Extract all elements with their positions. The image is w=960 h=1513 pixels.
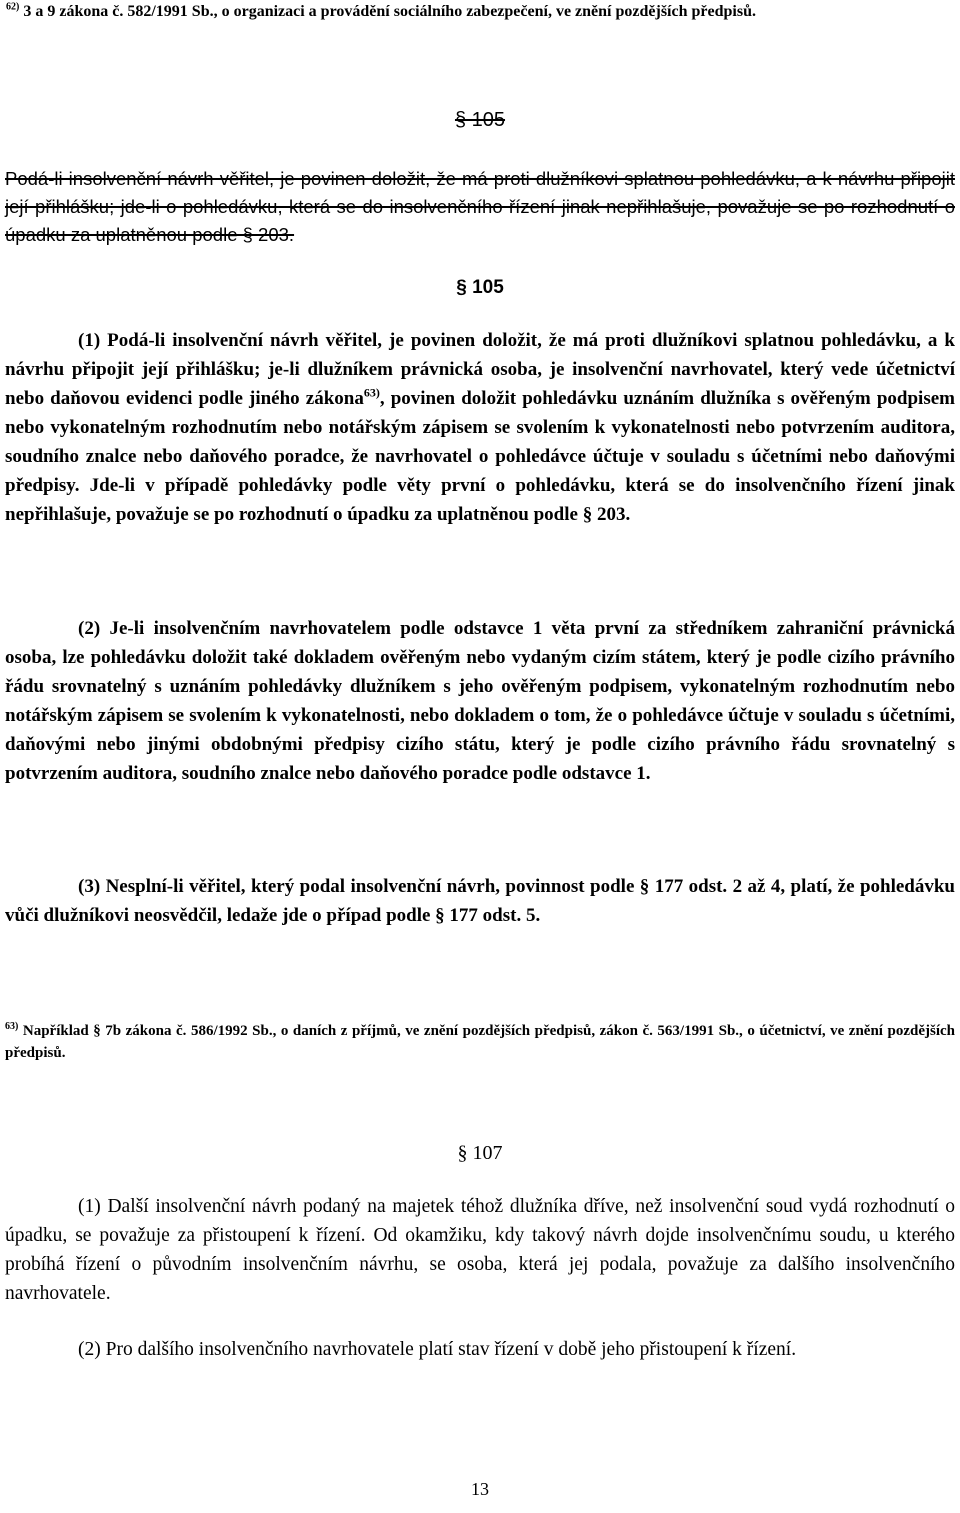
- footnote-62-mark: 62): [6, 1, 20, 13]
- footnote-63-ref: 63): [363, 385, 380, 400]
- footnote-63-text: Například § 7b zákona č. 586/1992 Sb., o daních z příjmů, ve znění pozdějších předpisů, zákon č. 563/1991 Sb., o účetnictví, ve znění pozdějších předpisů.: [5, 1023, 955, 1061]
- section-107-heading: § 107: [457, 1142, 503, 1164]
- new-section-paragraph-1: [5, 326, 955, 529]
- p3-text: (3) Nesplní-li věřitel, který podal insolvenční návrh, povinnost podle § 177 odst. 2 až 4, platí, že pohledávku vůči dlužníkovi neosvědčil, ledaže jde o případ podle § 177 odst. 5.: [5, 876, 955, 926]
- footnote-63: [5, 1020, 955, 1064]
- p1-text-after: , povinen doložit pohledávku uznáním dlužníka s ověřeným podpisem nebo vykonatelným rozhodnutím nebo notářským zápisem se svolením k vykonatelnosti nebo potvrzením auditora, soudního znalce nebo daňového poradce, že navrhovatel o pohledávce účtuje v souladu s účetními nebo daňovými předpisy. Jde-li v případě pohledávky podle věty první o pohledávku, která se do insolvenčního řízení jinak nepřihlašuje, považuje se po rozhodnutí o úpadku za uplatněnou podle § 203.: [5, 388, 955, 525]
- p1-text-before: (1) Podá-li insolvenční návrh věřitel, je povinen doložit, že má proti dlužníkovi splatnou pohledávku, a k návrhu připojit její přihlášku; je-li dlužníkem právnická osoba, je insolvenční navrhovatel, který vede účetnictví nebo daňovou evidenci podle jiného zákona: [5, 330, 955, 409]
- footnote-62: [6, 2, 956, 22]
- old-section-heading: § 105: [454, 109, 506, 131]
- footnote-62-text: 3 a 9 zákona č. 582/1991 Sb., o organizaci a provádění sociálního zabezpečení, ve znění pozdějších předpisů.: [23, 3, 756, 20]
- new-section-paragraph-2: [5, 614, 955, 788]
- new-section-paragraph-3: [5, 872, 955, 930]
- old-section-text: Podá-li insolvenční návrh věřitel, je povinen doložit, že má proti dlužníkovi splatnou pohledávku, a k návrhu připojit její přihlášku; jde-li o pohledávku, která se do insolvenčního řízení jinak nepřihlašuje, považuje se po rozhodnutí o úpadku za uplatněnou podle § 203.: [5, 168, 955, 245]
- footnote-63-mark: 63): [5, 1021, 19, 1032]
- page-number: 13: [471, 1479, 489, 1499]
- new-section-heading: § 105: [456, 277, 504, 298]
- p2-text: (2) Je-li insolvenčním navrhovatelem podle odstavce 1 věta první za středníkem zahraniční právnická osoba, lze pohledávku doložit také dokladem ověřeným nebo vydaným cizím státem, který je podle cizího právního řádu srovnatelný s uznáním pohledávky dlužníkem s jeho ověřeným podpisem, vykonatelným rozhodnutím nebo notářským zápisem se svolením k vykonatelnosti, nebo dokladem o tom, že o pohledávce účtuje v souladu s účetními, daňovými nebo jinými obdobnými předpisy cizího státu, který je podle cizího právního řádu srovnatelný s potvrzením auditora, soudního znalce nebo daňového poradce podle odstavce 1.: [5, 618, 955, 784]
- section-107-paragraph-2: [5, 1335, 955, 1364]
- s107-p1-text: (1) Další insolvenční návrh podaný na majetek téhož dlužníka dříve, než insolvenční soud vydá rozhodnutí o úpadku, se považuje za přistoupení k řízení. Od okamžiku, kdy takový návrh dojde insolvenčnímu soudu, u kterého probíhá řízení o původním insolvenčním návrhu, se osoba, která jej podala, považuje za dalšího insolvenčního navrhovatele.: [5, 1196, 955, 1304]
- s107-p2-text: (2) Pro dalšího insolvenčního navrhovatele platí stav řízení v době jeho přistoupení k řízení.: [78, 1339, 797, 1360]
- section-107-paragraph-1: [5, 1192, 955, 1308]
